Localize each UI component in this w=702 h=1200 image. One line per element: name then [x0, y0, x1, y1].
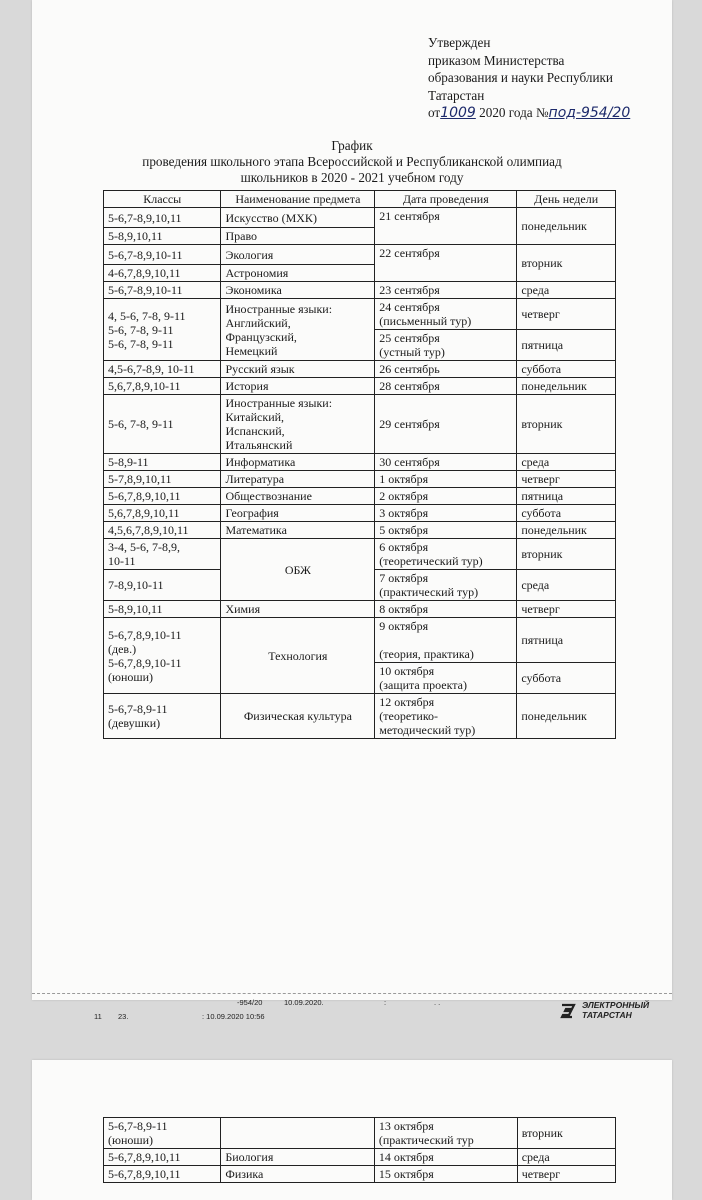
cell-subject: Математика — [221, 522, 375, 539]
cell-subject: Технология — [221, 618, 375, 694]
table-row — [104, 395, 616, 454]
cell-date: 10 октября (защита проекта) — [375, 663, 517, 694]
table-row — [104, 601, 616, 618]
cell-day: пятница — [517, 618, 616, 663]
cell-date: 3 октября — [375, 505, 517, 522]
approval-line: приказом Министерства — [428, 52, 565, 68]
cell-day: вторник — [517, 539, 616, 570]
cell-subject: Обществознание — [221, 488, 375, 505]
cell-grades: 5-7,8,9,10,11 — [104, 471, 221, 488]
cell-date: 14 октября — [374, 1149, 517, 1166]
cell-subject: Право — [221, 228, 375, 245]
cell-subject: Литература — [221, 471, 375, 488]
table-row — [104, 539, 616, 570]
schedule-table-continued — [103, 1117, 616, 1183]
title-line: График — [331, 138, 373, 153]
header-date: Дата проведения — [375, 191, 517, 208]
document-title — [100, 138, 604, 186]
footer-dots: . . — [434, 998, 441, 1007]
cell-subject: География — [221, 505, 375, 522]
cell-grades: 5-8,9,10,11 — [104, 601, 221, 618]
table-header-row — [104, 191, 616, 208]
cell-day: вторник — [517, 1118, 615, 1149]
cell-subject: Астрономия — [221, 265, 375, 282]
cell-date: 6 октября (теоретический тур) — [375, 539, 517, 570]
cell-day: вторник — [517, 245, 616, 282]
cell-day: среда — [517, 454, 616, 471]
cell-subject — [221, 1118, 375, 1149]
cell-day: пятница — [517, 488, 616, 505]
cell-day: понедельник — [517, 208, 616, 245]
electronic-tatarstan-logo — [560, 1000, 680, 1022]
table-row — [104, 299, 616, 330]
table-row — [104, 1166, 616, 1183]
cell-date: 22 сентября — [375, 245, 517, 282]
cell-subject: Иностранные языки: Английский, Французский, Немецкий — [221, 299, 375, 361]
table-row — [104, 522, 616, 539]
header-grades: Классы — [104, 191, 221, 208]
footer-doc-date: 10.09.2020. — [284, 998, 324, 1007]
approval-line: Утвержден — [428, 35, 491, 50]
footer-page-a: 11 — [94, 1012, 102, 1021]
cell-subject: Экономика — [221, 282, 375, 299]
cell-date: 30 сентября — [375, 454, 517, 471]
cell-date: 25 сентября (устный тур) — [375, 330, 517, 361]
cell-subject: История — [221, 378, 375, 395]
table-row — [104, 245, 616, 265]
cell-day: понедельник — [517, 378, 616, 395]
cell-day: четверг — [517, 601, 616, 618]
logo-line: ЭЛЕКТРОННЫЙ — [582, 1000, 650, 1010]
cell-subject: Экология — [221, 245, 375, 265]
cell-date: 12 октября (теоретико- методический тур) — [375, 694, 517, 739]
title-line: школьников в 2020 - 2021 учебном году — [240, 170, 464, 185]
approval-middle: 2020 года № — [475, 105, 549, 120]
cell-day: четверг — [517, 1166, 615, 1183]
cell-date: 24 сентября (письменный тур) — [375, 299, 517, 330]
cell-grades: 5-6,7-8,9-11 (девушки) — [104, 694, 221, 739]
cell-grades: 5-6,7-8,9-11 (юноши) — [104, 1118, 221, 1149]
header-day: День недели — [517, 191, 616, 208]
cell-grades: 5-6,7,8,9,10-11 (дев.) 5-6,7,8,9,10-11 (юноши) — [104, 618, 221, 694]
handwritten-date: 1009 — [440, 105, 476, 121]
cell-day: четверг — [517, 471, 616, 488]
cell-day: вторник — [517, 395, 616, 454]
cell-grades: 4,5-6,7-8,9, 10-11 — [104, 361, 221, 378]
page-footer — [32, 993, 672, 1027]
table-row — [104, 694, 616, 739]
approval-line: Татарстан — [428, 87, 485, 103]
cell-grades: 4, 5-6, 7-8, 9-11 5-6, 7-8, 9-11 5-6, 7-8, 9-11 — [104, 299, 221, 361]
cell-date: 26 сентябрь — [375, 361, 517, 378]
cell-subject: Химия — [221, 601, 375, 618]
cell-subject: Искусство (МХК) — [221, 208, 375, 228]
table-row — [104, 618, 616, 663]
cell-date: 7 октября (практический тур) — [375, 570, 517, 601]
approval-block — [428, 34, 630, 123]
approval-prefix: от — [428, 105, 441, 120]
cell-subject: Физика — [221, 1166, 375, 1183]
cell-subject: Иностранные языки: Китайский, Испанский, Итальянский — [221, 395, 375, 454]
table-row — [104, 361, 616, 378]
cell-date: 13 октября (практический тур — [374, 1118, 517, 1149]
cell-grades: 4-6,7,8,9,10,11 — [104, 265, 221, 282]
cell-date: 23 сентября — [375, 282, 517, 299]
cell-grades: 7-8,9,10-11 — [104, 570, 221, 601]
schedule-table — [103, 190, 616, 739]
cell-date: 28 сентября — [375, 378, 517, 395]
cell-date: 21 сентября — [375, 208, 517, 245]
cell-date: 29 сентября — [375, 395, 517, 454]
cell-subject: Информатика — [221, 454, 375, 471]
approval-date-line — [428, 104, 630, 123]
cell-day: суббота — [517, 361, 616, 378]
table-row — [104, 505, 616, 522]
footer-separator: : — [384, 998, 387, 1007]
cell-grades: 4,5,6,7,8,9,10,11 — [104, 522, 221, 539]
cell-subject: Биология — [221, 1149, 375, 1166]
table-row — [104, 378, 616, 395]
cell-grades: 5-6,7-8,9,10-11 — [104, 245, 221, 265]
title-line: проведения школьного этапа Всероссийской и Республиканской олимпиад — [142, 154, 562, 169]
cell-day: четверг — [517, 299, 616, 330]
cell-grades: 5,6,7,8,9,10,11 — [104, 505, 221, 522]
table-row — [104, 208, 616, 228]
cell-grades: 5-6,7,8,9,10,11 — [104, 1149, 221, 1166]
logo-mark-icon — [560, 1002, 578, 1020]
cell-date: 2 октября — [375, 488, 517, 505]
cell-grades: 5-6,7,8,9,10,11 — [104, 488, 221, 505]
handwritten-order-number: под-954/20 — [548, 105, 631, 121]
table-row — [104, 454, 616, 471]
table-row — [104, 282, 616, 299]
cell-date: 5 октября — [375, 522, 517, 539]
cell-subject: Русский язык — [221, 361, 375, 378]
cell-day: суббота — [517, 663, 616, 694]
cell-date: 1 октября — [375, 471, 517, 488]
footer-doc-number: -954/20 — [237, 998, 263, 1007]
footer-signed: : 10.09.2020 10:56 — [202, 1012, 265, 1021]
table-row — [104, 471, 616, 488]
cell-subject: Физическая культура — [221, 694, 375, 739]
cell-grades: 5-8,9-11 — [104, 454, 221, 471]
table-row — [104, 1149, 616, 1166]
cell-grades: 5-6,7-8,9,10,11 — [104, 208, 221, 228]
cell-subject: ОБЖ — [221, 539, 375, 601]
cell-day: понедельник — [517, 522, 616, 539]
cell-day: среда — [517, 1149, 615, 1166]
table-row — [104, 1118, 616, 1149]
cell-grades: 5-8,9,10,11 — [104, 228, 221, 245]
cell-grades: 5-6, 7-8, 9-11 — [104, 395, 221, 454]
logo-line: ТАТАРСТАН — [582, 1009, 632, 1020]
footer-page-b: 23. — [118, 1012, 129, 1021]
cell-day: пятница — [517, 330, 616, 361]
header-subject: Наименование предмета — [221, 191, 375, 208]
cell-date: 15 октября — [374, 1166, 517, 1183]
cell-grades: 5,6,7,8,9,10-11 — [104, 378, 221, 395]
cell-day: среда — [517, 570, 616, 601]
cell-grades: 3-4, 5-6, 7-8,9, 10-11 — [104, 539, 221, 570]
cell-grades: 5-6,7,8,9,10,11 — [104, 1166, 221, 1183]
cell-date: 9 октября (теория, практика) — [375, 618, 517, 663]
logo-text — [582, 1001, 649, 1020]
cell-grades: 5-6,7-8,9,10-11 — [104, 282, 221, 299]
cell-date: 8 октября — [375, 601, 517, 618]
cell-day: понедельник — [517, 694, 616, 739]
table-row — [104, 488, 616, 505]
approval-line: образования и науки Республики — [428, 70, 613, 85]
cell-day: среда — [517, 282, 616, 299]
cell-day: суббота — [517, 505, 616, 522]
